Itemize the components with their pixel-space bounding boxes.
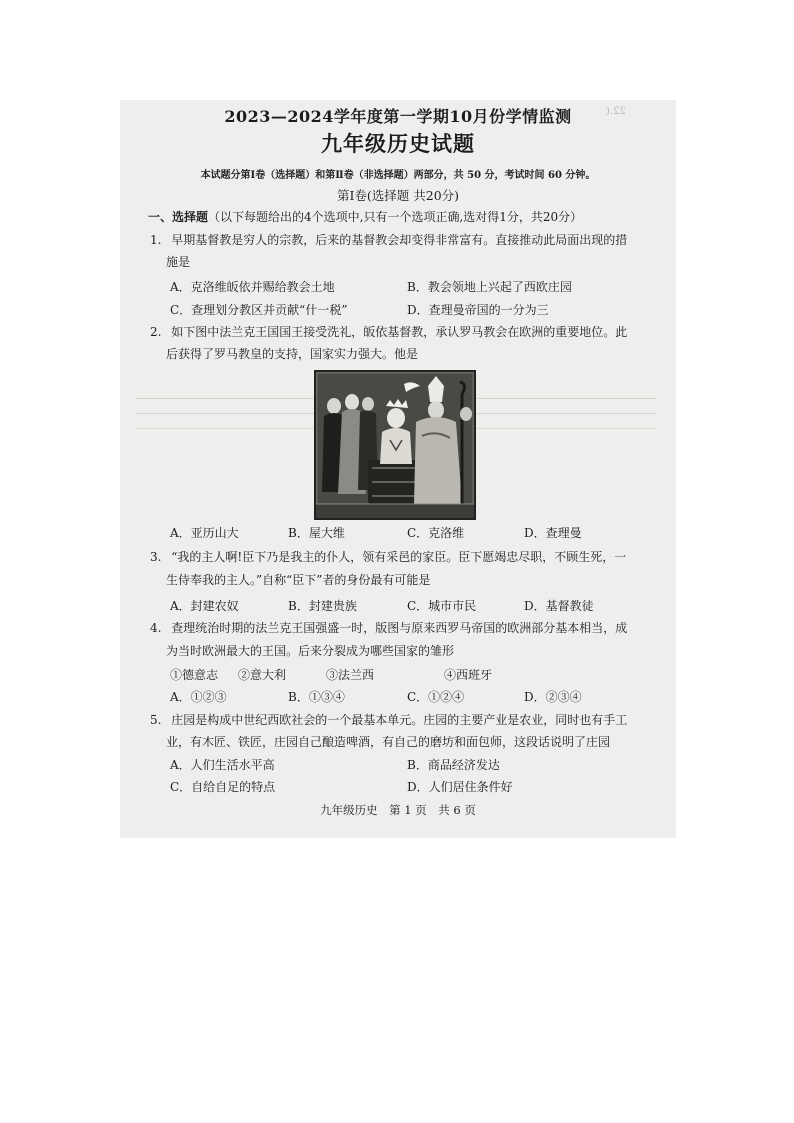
list-item: ④西班牙 bbox=[444, 668, 493, 682]
question-5 bbox=[150, 712, 627, 728]
option: C．自给自足的特点 bbox=[170, 780, 276, 794]
option: B．①③④ bbox=[288, 690, 345, 704]
question-number: 4. bbox=[150, 621, 162, 635]
bleed-through: 22.( bbox=[606, 106, 626, 117]
section-heading bbox=[148, 208, 582, 225]
question-text-cont: 施是 bbox=[166, 255, 191, 269]
option: A．①②③ bbox=[170, 690, 227, 704]
question-number: 2. bbox=[150, 325, 162, 339]
question-text-cont: 为当时欧洲最大的王国。后来分裂成为哪些国家的雏形 bbox=[166, 644, 455, 658]
option: C．①②④ bbox=[407, 690, 465, 704]
option: B．商品经济发达 bbox=[407, 758, 500, 772]
volume-heading: 第Ⅰ卷(选择题 共20分) bbox=[336, 188, 460, 203]
exam-subject-title: 九年级历史试题 bbox=[321, 131, 475, 156]
option: C．查理划分教区并贡献“什一税” bbox=[170, 303, 348, 317]
section-instruction: （以下每题给出的4个选项中,只有一个选项正确,选对得1分，共20分） bbox=[208, 210, 583, 224]
question-number: 5. bbox=[150, 713, 162, 727]
baptism-illustration-art bbox=[316, 372, 474, 518]
option: B．封建贵族 bbox=[288, 599, 357, 613]
list-item: ①德意志 bbox=[170, 668, 219, 682]
question-text: “我的主人啊!臣下乃是我主的仆人，领有采邑的家臣。臣下愿竭忠尽职，不顾生死，一 bbox=[171, 550, 627, 564]
option: C．克洛维 bbox=[407, 526, 465, 540]
option: A．封建农奴 bbox=[170, 599, 239, 613]
question-4 bbox=[150, 620, 627, 636]
question-text-cont: 业，有木匠、铁匠，庄园自己酿造啤酒，有自己的磨坊和面包师，这段话说明了庄园 bbox=[166, 735, 611, 749]
list-item: ③法兰西 bbox=[326, 668, 375, 682]
option: A．亚历山大 bbox=[170, 526, 239, 540]
question-2 bbox=[150, 324, 627, 340]
option: D．人们居住条件好 bbox=[407, 780, 513, 794]
option: D．②③④ bbox=[524, 690, 582, 704]
question-number: 1. bbox=[150, 233, 162, 247]
option: D．查理曼 bbox=[524, 526, 582, 540]
option: B．屋大维 bbox=[288, 526, 345, 540]
question-text: 早期基督教是穷人的宗教，后来的基督教会却变得非常富有。直接推动此局面出现的措 bbox=[171, 233, 628, 247]
option: D．基督教徒 bbox=[524, 599, 594, 613]
question-text-cont: 后获得了罗马教皇的支持，国家实力强大。他是 bbox=[166, 347, 419, 361]
option: B．教会领地上兴起了西欧庄园 bbox=[407, 280, 572, 294]
question-text-cont: 生侍奉我的主人。”自称“臣下”者的身份最有可能是 bbox=[166, 573, 431, 587]
question-text: 如下图中法兰克王国国王接受洗礼，皈依基督教，承认罗马教会在欧洲的重要地位。此 bbox=[171, 325, 628, 339]
page-footer: 九年级历史 第 1 页 共 6 页 bbox=[320, 803, 476, 817]
baptism-illustration bbox=[314, 370, 476, 520]
exam-page bbox=[120, 100, 676, 838]
question-3 bbox=[150, 549, 626, 565]
option: C．城市市民 bbox=[407, 599, 477, 613]
question-text: 庄园是构成中世纪西欧社会的一个最基本单元。庄园的主要产业是农业，同时也有手工 bbox=[171, 713, 628, 727]
exam-title: 2023—2024学年度第一学期10月份学情监测 bbox=[224, 107, 572, 126]
option: A．人们生活水平高 bbox=[170, 758, 275, 772]
option: D．查理曼帝国的一分为三 bbox=[407, 303, 549, 317]
question-text: 查理统治时期的法兰克王国强盛一时，版图与原来西罗马帝国的欧洲部分基本相当，成 bbox=[171, 621, 628, 635]
list-item: ②意大利 bbox=[238, 668, 287, 682]
exam-note: 本试题分第Ⅰ卷（选择题）和第Ⅱ卷（非选择题）两部分，共 50 分，考试时间 60 分钟。 bbox=[200, 170, 596, 181]
question-1 bbox=[150, 232, 627, 248]
question-number: 3. bbox=[150, 550, 162, 564]
section-label: 一、选择题 bbox=[148, 210, 209, 224]
option: A．克洛维皈依并赐给教会土地 bbox=[170, 280, 335, 294]
